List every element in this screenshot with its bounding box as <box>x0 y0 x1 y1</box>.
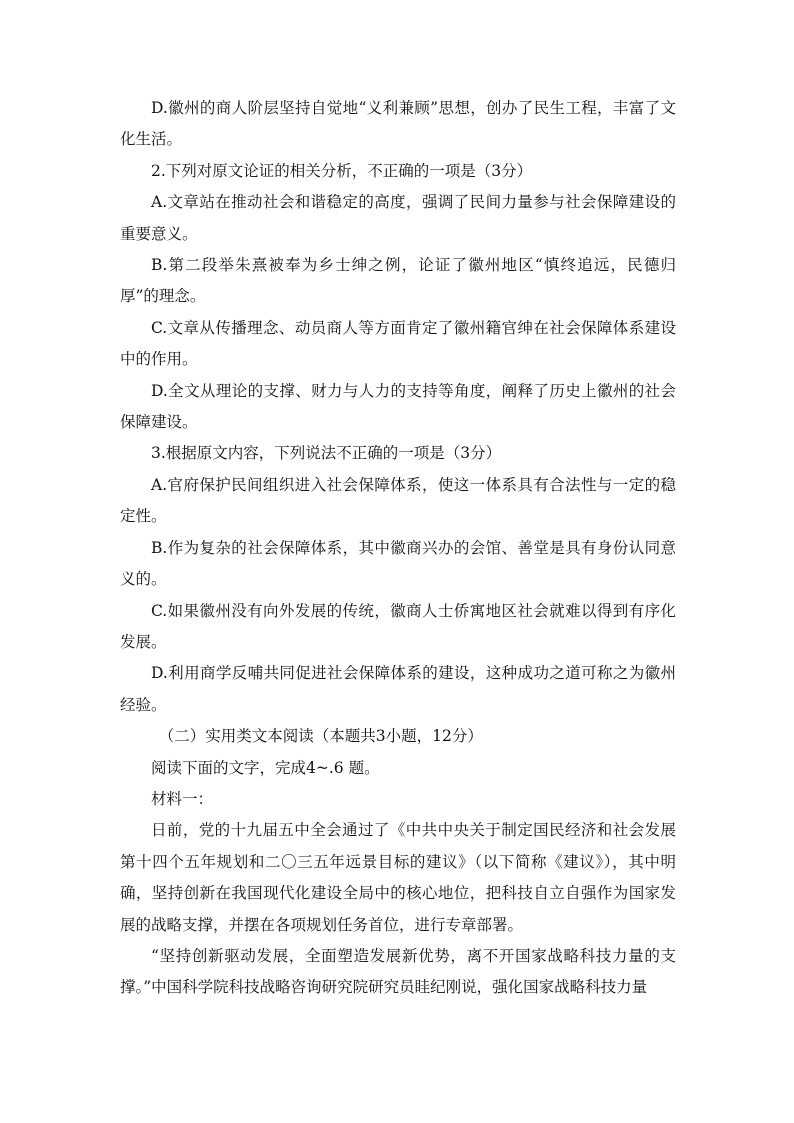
question-2-option-d: D.全文从理论的支撑、财力与人力的支持等角度，阐释了历史上徽州的社会保障建设。 <box>120 381 676 432</box>
question-3-option-d: D.利用商学反哺共同促进社会保障体系的建设，这种成功之道可称之为徽州经验。 <box>120 664 676 714</box>
document-body <box>120 93 676 1004</box>
question-2-stem: 2.下列对原文论证的相关分析，不正确的一项是（3分） <box>151 161 533 180</box>
question-1-option-d: D.徽州的商人阶层坚持自觉地“义利兼顾”思想，创办了民生工程，丰富了文化生活。 <box>120 99 676 149</box>
question-2-option-a: A.文章站在推动社会和谐稳定的高度，强调了民间力量参与社会保障建设的重要意义。 <box>120 193 676 243</box>
section-heading: （二）实用类文本阅读（本题共3小题，12分） <box>158 727 483 746</box>
question-2-option-c: C.文章从传播理念、动员商人等方面肯定了徽州籍官绅在社会保障体系建设中的作用。 <box>120 318 676 369</box>
question-3-stem: 3.根据原文内容，下列说法不正确的一项是（3分） <box>151 444 502 463</box>
question-3-option-c: C.如果徽州没有向外发展的传统，徽商人士侨寓地区社会就难以得到有序化发展。 <box>120 601 676 651</box>
question-3-option-b: B.作为复杂的社会保障体系，其中徽商兴办的会馆、善堂是具有身份认同意义的。 <box>120 538 676 589</box>
question-3-option-a: A.官府保护民间组织进入社会保障体系，使这一体系具有合法性与一定的稳定性。 <box>120 475 676 526</box>
material-label: 材料一： <box>151 789 214 808</box>
reading-instruction: 阅读下面的文字，完成4~.6 题。 <box>151 758 380 777</box>
material-paragraph: “坚持创新驱动发展，全面塑造发展新优势，离不开国家战略科技力量的支撑。”中国科学院科技战略咨询研究院研究员眭纪刚说，强化国家战略科技力量 <box>120 946 676 997</box>
question-2-option-b: B.第二段举朱熹被奉为乡士绅之例，论证了徽州地区“慎终追远，民德归厚”的理念。 <box>120 256 676 306</box>
material-paragraph: 日前，党的十九届五中全会通过了《中共中央关于制定国民经济和社会发展第十四个五年规划和二〇三五年远景目标的建议》（以下简称《建议》），其中明确，坚持创新在我国现代化建设全局中的核心地位，把科技自立自强作为国家发展的战略支撑，并摆在各项规划任务首位，进行专章部署。 <box>120 821 676 934</box>
